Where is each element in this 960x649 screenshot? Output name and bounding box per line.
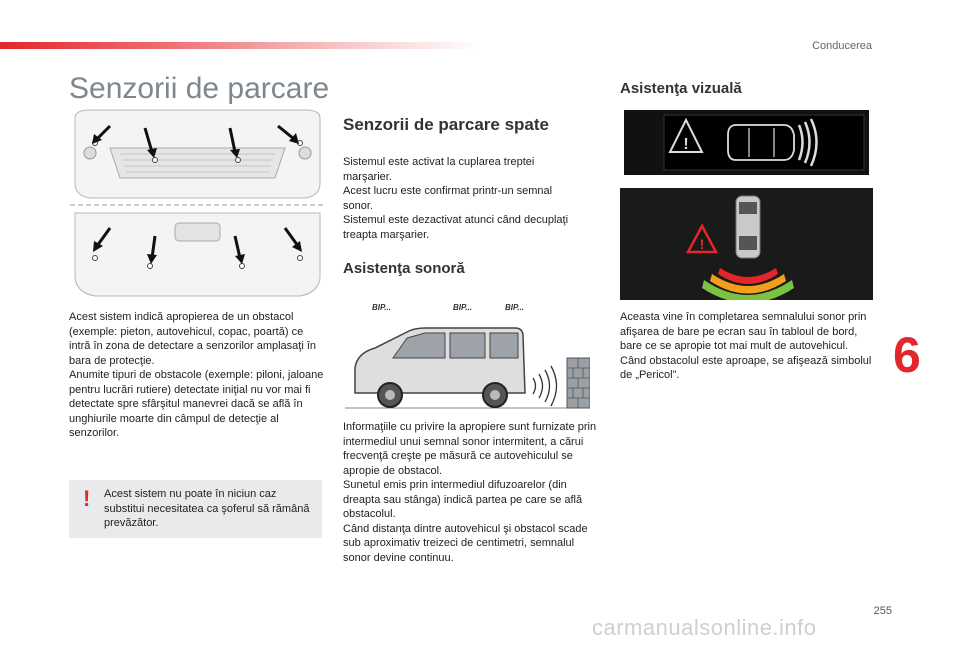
intro-paragraph-2: Anumite tipuri de obstacole (exemple: piloni, jaloane pentru lucrări rutiere) detectate iniţial nu vor mai fi detectate spre sfârşitul manevrei dacă se află în unghiurile moarte din câmpul de detecţie al senzorilor. <box>69 369 324 439</box>
sound-assist-text <box>343 420 598 565</box>
intro-paragraph-1: Acest sistem indică apropierea de un obstacol (exemple: pieton, autovehicul, copac, poartă) ce intră în zona de detectare a senzorilor amplasaţi în bara de protecţie. <box>69 311 317 367</box>
bip-label-2: BIP... <box>453 303 472 312</box>
sound-assist-heading: Asistenţa sonoră <box>343 260 465 277</box>
sound-paragraph-2: Sunetul emis prin intermediul difuzoarelor (din dreapta sau stânga) indică partea pe care se află obstacolul. <box>343 479 583 520</box>
van-reversing-illustration <box>345 298 590 413</box>
chapter-name: Conducerea <box>812 40 872 52</box>
visual-paragraph-1: Aceasta vine în completarea semnalului sonor prin afişarea de bare pe ecran sau în tabloul de bord, bare ce se apropie tot mai mult de autovehicul. Când obstacolul este aproape, se afişează simbolul de „Pericol”. <box>620 311 872 381</box>
screen-display-illustration <box>620 188 873 300</box>
visual-assist-text <box>620 310 875 383</box>
warning-box <box>69 480 322 538</box>
bip-label-1: BIP... <box>372 303 391 312</box>
rear-sensors-heading: Senzorii de parcare spate <box>343 115 549 134</box>
intro-text <box>69 310 327 441</box>
page-number: 255 <box>873 605 892 617</box>
rear-sensors-text <box>343 155 583 242</box>
warning-text: Acest sistem nu poate în niciun caz substitui necesitatea ca şoferul să rămână prevăzător. <box>104 488 310 529</box>
svg-text:!: ! <box>699 236 705 252</box>
bip-label-3: BIP... <box>505 303 524 312</box>
rear-paragraph-3: Sistemul este dezactivat atunci când decuplaţi treapta marşarier. <box>343 214 569 241</box>
watermark: carmanualsonline.info <box>592 615 817 640</box>
chapter-number-tab: 6 <box>893 327 921 383</box>
exclamation-icon: ! <box>83 486 91 511</box>
page-title: Senzorii de parcare <box>69 72 330 105</box>
rear-paragraph-1: Sistemul este activat la cuplarea treptei marşarier. <box>343 156 535 183</box>
rear-paragraph-2: Acest lucru este confirmat printr-un semnal sonor. <box>343 185 553 212</box>
bumper-sensors-illustration <box>70 108 325 300</box>
svg-text:!: ! <box>683 136 689 153</box>
sound-paragraph-1: Informaţiile cu privire la apropiere sunt furnizate prin intermediul unui semnal sonor intermitent, a cărui frecvenţă creşte pe măsură ce autovehiculul se apropie de obstacol. <box>343 421 597 477</box>
sound-paragraph-3: Când distanţa dintre autovehicul şi obstacol scade sub aproximativ treizeci de centimetri, semnalul sonor devine continuu. <box>343 522 588 564</box>
header-accent-bar <box>0 42 480 49</box>
dashboard-display-illustration <box>624 110 869 175</box>
visual-assist-heading: Asistenţa vizuală <box>620 80 742 97</box>
